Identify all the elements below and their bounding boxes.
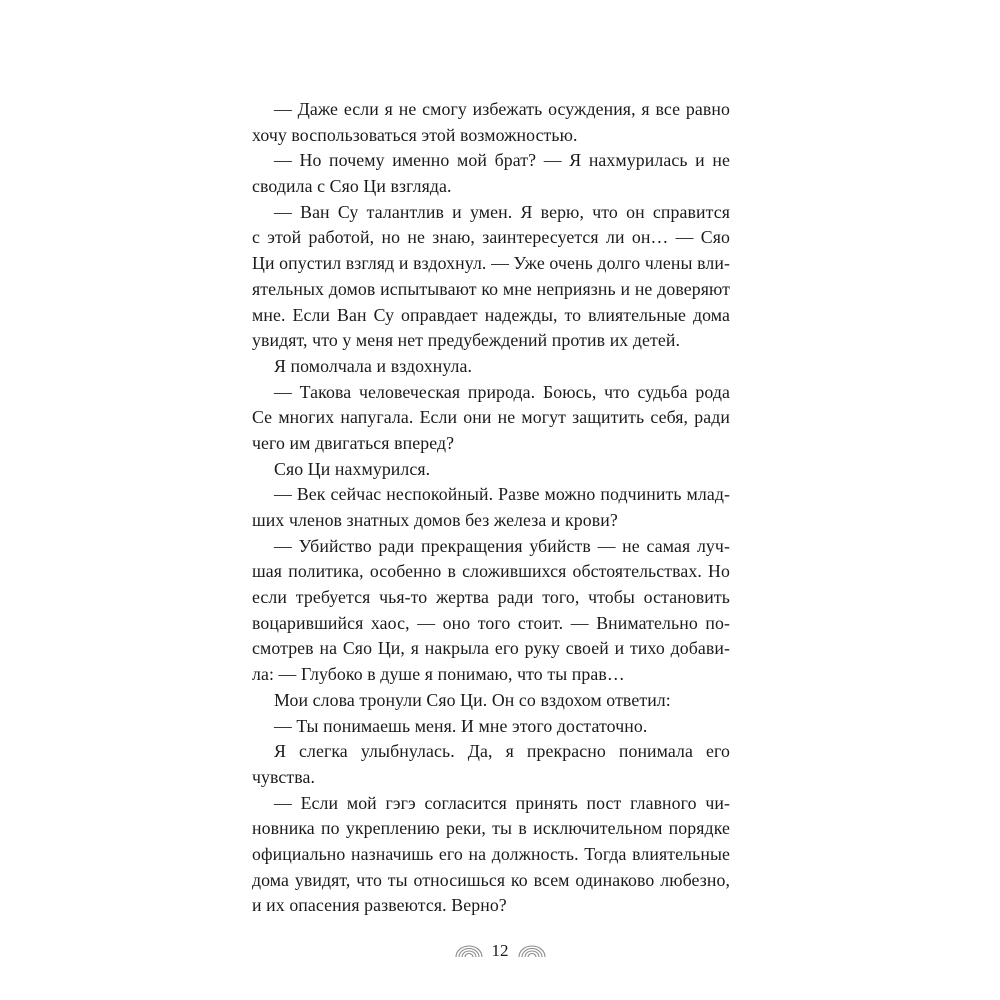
text-line: — Убийство ради прекращения убийств — не самая луч- xyxy=(274,535,730,556)
text-line: новника по укреплению реки, ты в исключительном порядке xyxy=(252,818,730,839)
page-footer xyxy=(0,938,1000,964)
text-line: ших членов знатных домов без железа и крови? xyxy=(252,510,618,530)
text-line: ла: — Глубоко в душе я понимаю, что ты прав… xyxy=(252,664,625,685)
text-line: Я слегка улыбнулась. Да, я прекрасно понимала его xyxy=(274,741,730,762)
text-line: Я помолчала и вздохнула. xyxy=(274,355,473,376)
text-line: с этой работой, но не знаю, заинтересуется ли он… — Сяо xyxy=(252,227,730,248)
text-line: если требуется чья-то жертва ради того, чтобы остановить xyxy=(252,587,730,608)
text-line: — Век сейчас неспокойный. Разве можно подчинить млад- xyxy=(274,484,730,505)
text-line: шая политика, особенно в сложившихся обстоятельствах. Но xyxy=(252,561,730,582)
text-line: — Но почему именно мой брат? — Я нахмурилась и не xyxy=(274,150,730,171)
text-line: — Даже если я не смогу избежать осуждения, я все равно xyxy=(274,99,730,119)
text-line: хочу воспользоваться этой возможностью. xyxy=(252,124,578,145)
text-line: — Ты понимаешь меня. И мне этого достаточно. xyxy=(274,715,648,736)
text-line: смотрев на Сяо Ци, я накрыла его руку своей и тихо добави- xyxy=(252,638,730,659)
page-number: 12 xyxy=(491,941,509,960)
text-line: увидят, что у меня нет предубеждений против их детей. xyxy=(252,330,681,351)
text-line: — Такова человеческая природа. Боюсь, что судьба рода xyxy=(274,381,730,402)
text-line: дома увидят, что ты относишься ко всем одинаково любезно, xyxy=(252,869,730,890)
text-line: воцарившийся хаос, — оно того стоит. — Внимательно по- xyxy=(252,612,730,633)
rainbow-arc-ornament-icon xyxy=(517,944,547,958)
rainbow-arc-ornament-icon xyxy=(454,944,484,958)
text-line: Сяо Ци нахмурился. xyxy=(274,458,431,479)
body-text xyxy=(252,97,730,919)
text-line: сводила с Сяо Ци взгляда. xyxy=(252,176,452,197)
text-line: чувства. xyxy=(252,766,316,787)
text-line: — Ван Су талантлив и умен. Я верю, что он справится xyxy=(274,201,730,222)
text-line: чего им двигаться вперед? xyxy=(252,432,455,453)
text-line: и их опасения развеются. Верно? xyxy=(252,895,507,916)
text-line: мне. Если Ван Су оправдает надежды, то влиятельные дома xyxy=(252,304,730,325)
text-line: Се многих напугала. Если они не могут защитить себя, ради xyxy=(252,407,730,428)
text-line: — Если мой гэгэ согласится принять пост главного чи- xyxy=(274,792,730,813)
text-line: Ци опустил взгляд и вздохнул. — Уже очень долго члены вли- xyxy=(252,253,730,274)
text-line: официально назначишь его на должность. Тогда влиятельные xyxy=(252,843,730,864)
text-line: ятельных домов испытывают ко мне неприязнь и не доверяют xyxy=(252,278,730,299)
text-line: Мои слова тронули Сяо Ци. Он со вздохом ответил: xyxy=(274,689,671,710)
